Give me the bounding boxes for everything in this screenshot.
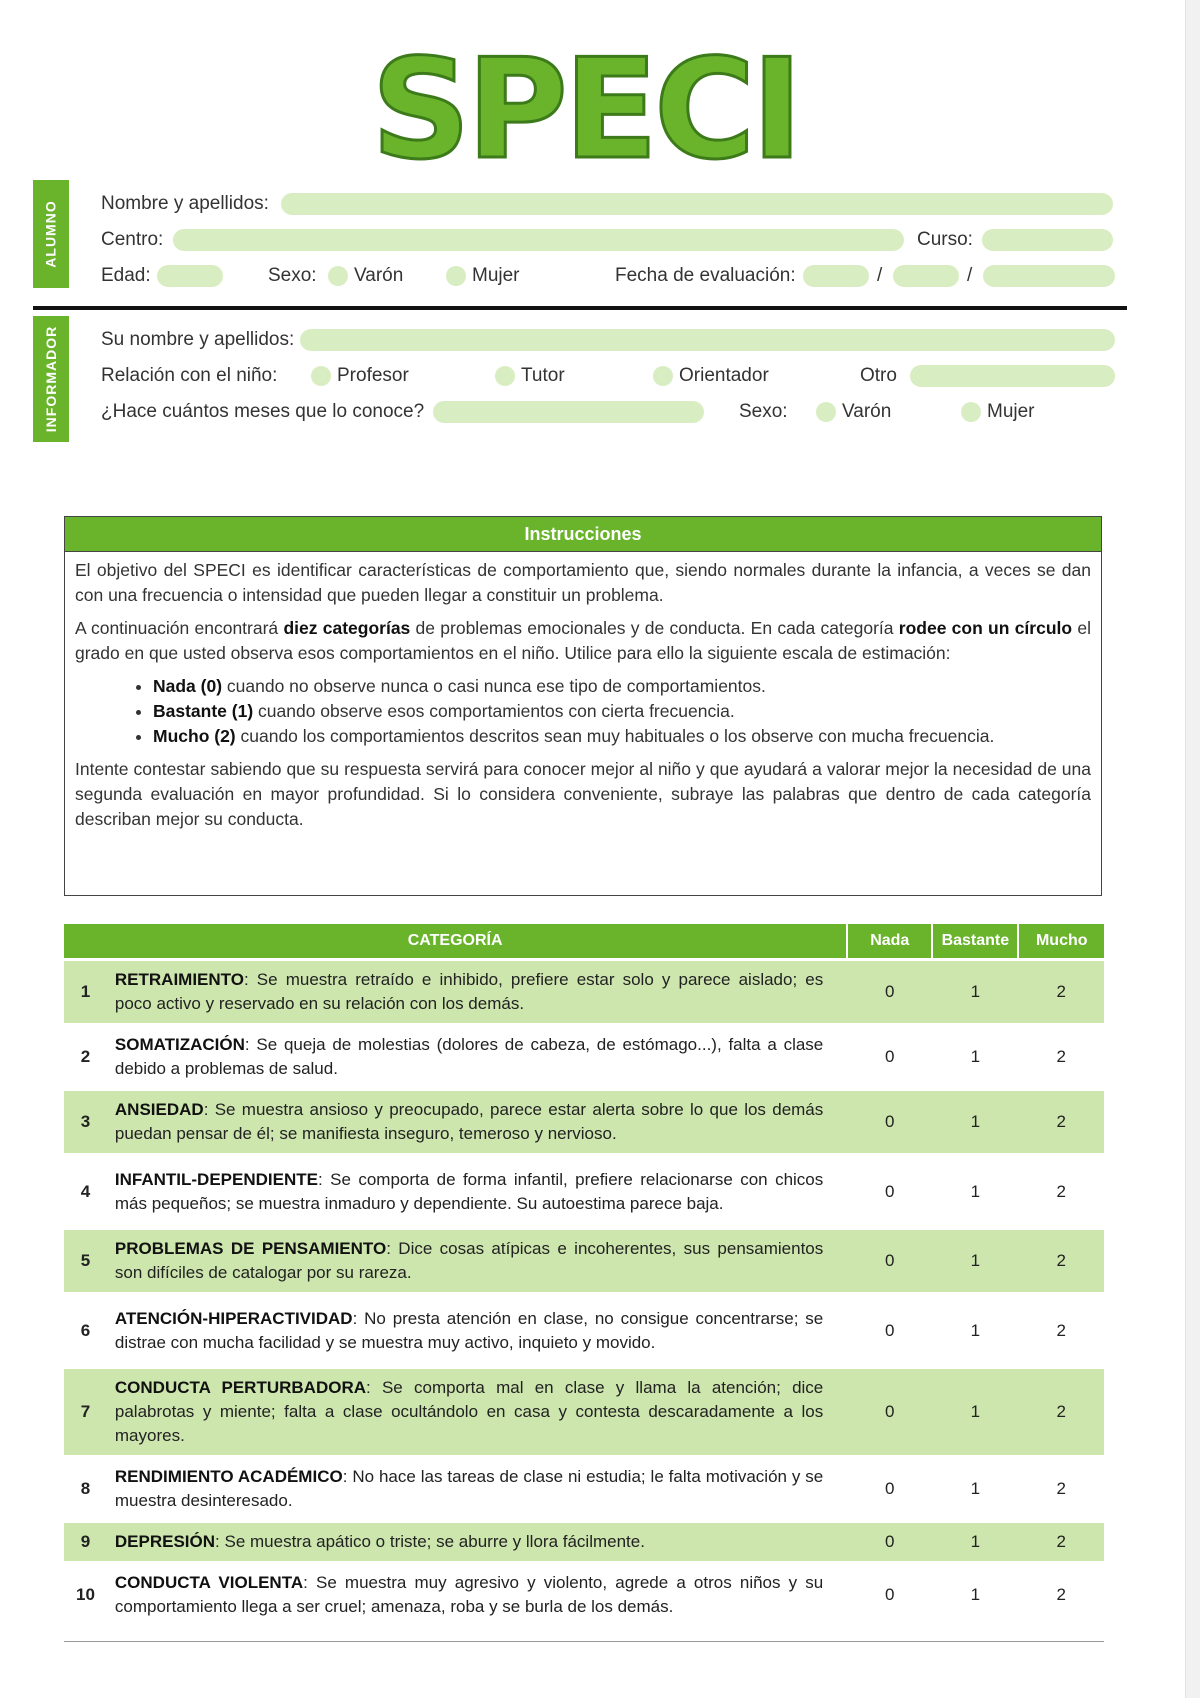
informador-varon-label: Varón [842,401,892,422]
category-row [64,1025,1104,1090]
bold-text: diez categorías [283,618,411,638]
meses-label: ¿Hace cuántos meses que lo conoce? [101,401,425,422]
informador-mujer-radio[interactable] [961,402,981,422]
scale-item [153,724,1091,749]
informador-nombre-field[interactable] [300,329,1115,351]
tutor-label: Tutor [521,365,565,386]
category-description [107,1522,847,1563]
instructions-box [64,516,1102,896]
score-bastante[interactable]: 1 [932,1025,1018,1090]
category-name: RENDIMIENTO ACADÉMICO [114,1467,343,1486]
meses-field[interactable] [433,401,704,423]
score-bastante[interactable]: 1 [932,1563,1018,1627]
category-name: ATENCIÓN-HIPERACTIVIDAD [114,1308,353,1328]
score-mucho[interactable]: 2 [1018,1229,1104,1294]
score-nada[interactable]: 0 [847,1025,932,1090]
alumno-varon-radio[interactable] [328,266,348,286]
score-mucho[interactable]: 2 [1018,1522,1104,1563]
fecha-anio-field[interactable] [983,265,1115,287]
page-edge [1185,0,1200,1698]
form-title: SPECI [371,29,799,190]
header-categoria: CATEGORÍA [64,924,847,960]
category-text: : Se queja de molestias (dolores de cabeza, de estómago...), falta a clase debido a problemas de salud. [114,1035,824,1078]
category-description [107,1294,847,1368]
category-description [107,960,847,1025]
category-name: SOMATIZACIÓN [114,1035,245,1054]
category-description [107,1229,847,1294]
otro-label: Otro [860,365,897,386]
score-nada[interactable]: 0 [847,1229,932,1294]
informador-tab-label: INFORMADOR [43,325,59,433]
orientador-radio[interactable] [653,366,673,386]
score-nada[interactable]: 0 [847,1563,932,1627]
instructions-body [65,552,1101,832]
profesor-label: Profesor [337,365,409,386]
category-name: DEPRESIÓN [114,1532,216,1551]
category-description [107,1090,847,1155]
otro-field[interactable] [910,365,1115,387]
nombre-field[interactable] [281,193,1113,215]
scale-description: cuando no observe nunca o casi nunca ese tipo de comportamientos. [222,676,766,696]
fecha-label: Fecha de evaluación: [615,265,796,286]
text-span: A continuación encontrará [75,618,284,638]
nombre-label: Nombre y apellidos: [101,193,269,214]
edad-field[interactable] [157,265,223,287]
score-bastante[interactable]: 1 [932,1090,1018,1155]
category-table [64,924,1104,1626]
profesor-radio[interactable] [311,366,331,386]
text-span: el grado en que usted observa esos comportamientos en el niño. Utilice para ello la siguiente escala de estimación: [75,618,1091,663]
category-name: CONDUCTA PERTURBADORA [114,1378,367,1397]
orientador-label: Orientador [679,365,769,386]
score-nada[interactable]: 0 [847,1155,932,1229]
informador-sexo-label: Sexo: [739,401,788,422]
instructions-title: Instrucciones [65,517,1101,552]
curso-label: Curso: [917,229,973,250]
alumno-section-tab [33,180,69,288]
score-bastante[interactable]: 1 [932,1457,1018,1522]
alumno-sexo-label: Sexo: [268,265,317,286]
scale-term: Bastante (1) [153,701,254,721]
informador-mujer-label: Mujer [987,401,1035,422]
alumno-mujer-label: Mujer [472,265,520,286]
score-nada[interactable]: 0 [847,960,932,1025]
category-row [64,1522,1104,1563]
category-name: PROBLEMAS DE PENSAMIENTO [114,1239,387,1258]
category-row [64,1563,1104,1627]
category-row [64,1229,1104,1294]
category-name: CONDUCTA VIOLENTA [114,1573,304,1592]
score-bastante[interactable]: 1 [932,1522,1018,1563]
bold-text: rodee con un círculo [898,618,1073,638]
alumno-tab-label: ALUMNO [43,200,59,268]
table-bottom-rule [64,1641,1104,1642]
score-mucho[interactable]: 2 [1018,1155,1104,1229]
category-description [107,1457,847,1522]
fecha-mes-field[interactable] [893,265,959,287]
date-separator: / [967,265,973,286]
edad-label: Edad: [101,265,151,286]
category-description [107,1563,847,1627]
score-mucho[interactable]: 2 [1018,1457,1104,1522]
header-mucho: Mucho [1018,924,1104,960]
category-text: : No hace las tareas de clase ni estudia; le falta motivación y se muestra desinteresado. [114,1467,824,1510]
category-number: 10 [64,1563,107,1627]
score-nada[interactable]: 0 [847,1294,932,1368]
score-mucho[interactable]: 2 [1018,1025,1104,1090]
centro-field[interactable] [173,229,904,251]
text-span: de problemas emocionales y de conducta. En cada categoría [410,618,899,638]
category-number: 3 [64,1090,107,1155]
score-bastante[interactable]: 1 [932,1155,1018,1229]
category-text: : Se comporta de forma infantil, prefiere relacionarse con chicos más pequeños; se muestra inmaduro y dependiente. Su autoestima parece baja. [114,1169,824,1213]
category-description [107,1025,847,1090]
score-nada[interactable]: 0 [847,1522,932,1563]
category-text: : Dice cosas atípicas e incoherentes, sus pensamientos son difíciles de catalogar por su rareza. [114,1239,824,1282]
header-nada: Nada [847,924,932,960]
informador-varon-radio[interactable] [816,402,836,422]
category-number: 5 [64,1229,107,1294]
alumno-mujer-radio[interactable] [446,266,466,286]
score-mucho[interactable]: 2 [1018,1368,1104,1457]
score-mucho[interactable]: 2 [1018,1294,1104,1368]
header-bastante: Bastante [932,924,1018,960]
score-nada[interactable]: 0 [847,1457,932,1522]
table-header-row [64,924,1104,960]
instructions-paragraph-3: Intente contestar sabiendo que su respuesta servirá para conocer mejor al niño y que ayudará a valorar mejor la necesidad de una segunda evaluación en mayor profundidad. Si lo considera conveniente, subraye las palabras que dentro de cada categoría describan mejor su conducta. [75,759,1091,829]
category-description [107,1155,847,1229]
category-name: INFANTIL-DEPENDIENTE [114,1169,318,1189]
category-text: : Se comporta mal en clase y llama la atención; dice palabrotas y miente; falta a clase ocultándolo en casa y contesta descaradamente a los mayores. [114,1378,824,1445]
scale-item [153,699,1091,724]
section-divider [33,306,1127,310]
tutor-radio[interactable] [495,366,515,386]
score-nada[interactable]: 0 [847,1090,932,1155]
score-bastante[interactable]: 1 [932,960,1018,1025]
category-number: 7 [64,1368,107,1457]
category-number: 4 [64,1155,107,1229]
informador-nombre-label: Su nombre y apellidos: [101,329,295,350]
category-number: 2 [64,1025,107,1090]
category-description [107,1368,847,1457]
instructions-paragraph-1: El objetivo del SPECI es identificar características de comportamiento que, siendo normales durante la infancia, a veces se dan con una frecuencia o intensidad que pueden llegar a constituir un problema. [75,560,1091,605]
category-text: : Se muestra ansioso y preocupado, parece estar alerta sobre lo que los demás puedan pensar de él; se manifiesta inseguro, temeroso y nervioso. [114,1100,824,1143]
date-separator: / [877,265,883,286]
scale-description: cuando observe esos comportamientos con cierta frecuencia. [253,701,735,721]
category-row [64,1294,1104,1368]
category-number: 6 [64,1294,107,1368]
fecha-dia-field[interactable] [803,265,869,287]
relacion-label: Relación con el niño: [101,365,278,386]
score-nada[interactable]: 0 [847,1368,932,1457]
category-text: : Se muestra retraído e inhibido, prefiere estar solo y parece aislado; es poco activo y reservado en su relación con los demás. [114,970,824,1013]
category-number: 1 [64,960,107,1025]
category-text: : No presta atención en clase, no consigue concentrarse; se distrae con mucha facilidad y se muestra muy activo, inquieto y movido. [114,1308,824,1352]
category-row [64,1457,1104,1522]
category-name: ANSIEDAD [114,1100,204,1119]
alumno-varon-label: Varón [354,265,404,286]
centro-label: Centro: [101,229,164,250]
score-bastante[interactable]: 1 [932,1368,1018,1457]
score-bastante[interactable]: 1 [932,1294,1018,1368]
scale-term: Mucho (2) [153,726,236,746]
informador-section-tab [33,316,69,442]
scale-description: cuando los comportamientos descritos sean muy habituales o los observe con mucha frecuencia. [235,726,995,746]
category-name: RETRAIMIENTO [114,970,244,989]
category-number: 9 [64,1522,107,1563]
curso-field[interactable] [982,229,1113,251]
instructions-paragraph-2 [75,616,1091,666]
category-row [64,1090,1104,1155]
score-mucho[interactable]: 2 [1018,1090,1104,1155]
scale-item [153,674,1091,699]
category-number: 8 [64,1457,107,1522]
category-text: : Se muestra apático o triste; se aburre y llora fácilmente. [215,1532,645,1551]
score-mucho[interactable]: 2 [1018,1563,1104,1627]
category-row [64,960,1104,1025]
score-mucho[interactable]: 2 [1018,960,1104,1025]
scale-list [75,674,1091,749]
category-text: : Se muestra muy agresivo y violento, agrede a otros niños y su comportamiento llega a ser cruel; amenaza, roba y se burla de los demás. [114,1573,824,1616]
score-bastante[interactable]: 1 [932,1229,1018,1294]
category-row [64,1368,1104,1457]
scale-term: Nada (0) [153,676,223,696]
category-row [64,1155,1104,1229]
